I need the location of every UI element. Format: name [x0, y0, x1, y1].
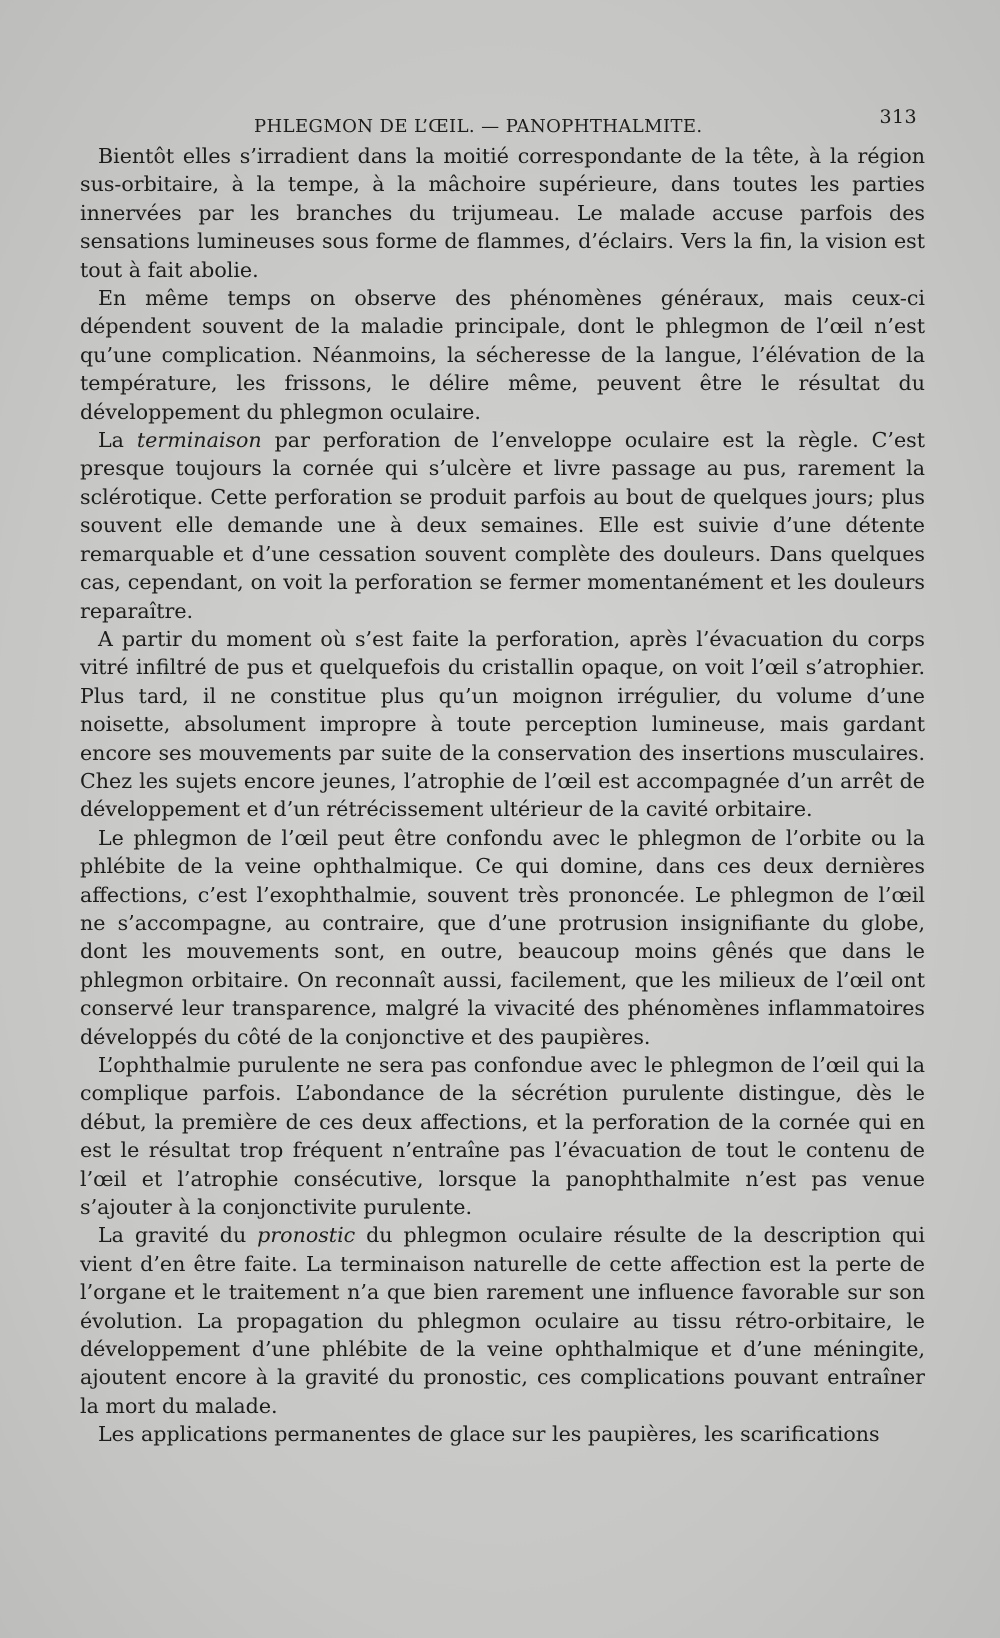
body-text [80, 142, 925, 1449]
page-number: 313 [879, 106, 917, 128]
running-head [80, 100, 925, 137]
paragraph-termination-post: par perforation de l’enveloppe oculaire est la règle. C’est presque toujours la cornée qui s’ulcère et livre passage au pus, rarement la sclérotique. Cette perforation se produit parfois au bout de quelques jours; plus souvent elle demande une à deux semaines. Elle est suivie d’une détente remarquable et d’une cessation souvent complète des douleurs. Dans quelques cas, cependant, on voit la perforation se fermer momentanément et les douleurs reparaître. [80, 428, 926, 623]
paragraph-general-phenomena: En même temps on observe des phénomènes généraux, mais ceux-ci dépendent souvent de la maladie principale, dont le phlegmon de l’œil n’est qu’une complication. Néanmoins, la sécheresse de la langue, l’élévation de la température, les frissons, le délire même, peuvent être le résultat du développement du phlegmon oculaire. [80, 286, 925, 424]
paragraph-termination-pre: La [98, 428, 137, 453]
running-title: PHLEGMON DE L’ŒIL. — PANOPHTHALMITE. [254, 116, 703, 137]
paragraph-atrophy: A partir du moment où s’est faite la perforation, après l’évacuation du corps vitré infiltré de pus et quelquefois du cristallin opaque, on voit l’œil s’atrophier. Plus tard, il ne constitue plus qu’un moignon irrégulier, du volume d’une noisette, absolument impropre à toute perception lumineuse, mais gardant encore ses mouvements par suite de la conservation des insertions musculaires. Chez les sujets encore jeunes, l’atrophie de l’œil est accompagnée d’un arrêt de développement et d’un rétrécissement ultérieur de la cavité orbitaire. [80, 626, 925, 822]
paragraph-termination [80, 426, 925, 625]
paragraph-differential-ophthalmia: L’ophthalmie purulente ne sera pas confondue avec le phlegmon de l’œil qui la complique parfois. L’abondance de la sécrétion purulente distingue, dès le début, la première de ces deux affections, et la perforation de la cornée qui en est le résultat trop fréquent n’entraîne pas l’évacuation de tout le contenu de l’œil et l’atrophie consécutive, lorsque la panophthalmite n’est pas venue s’ajouter à la conjonctivite purulente. [80, 1053, 925, 1220]
paragraph-treatment: Les applications permanentes de glace sur les paupières, les scarifications [98, 1422, 880, 1447]
paragraph-prognosis [80, 1221, 925, 1420]
paragraph-differential-orbit: Le phlegmon de l’œil peut être confondu avec le phlegmon de l’orbite ou la phlébite de la veine ophthalmique. Ce qui domine, dans ces deux dernières affections, c’est l’exophthalmie, souvent très prononcée. Le phlegmon de l’œil ne s’accompagne, au contraire, que d’une protrusion insignifiante du globe, dont les mouvements sont, en outre, beaucoup moins gênés que dans le phlegmon orbitaire. On reconnaît aussi, facilement, que les milieux de l’œil ont conservé leur transparence, malgré la vivacité des phénomènes inflammatoires développés du côté de la conjonctive et des paupières. [80, 825, 925, 1049]
term-pronostic: pronostic [257, 1223, 356, 1248]
book-page [80, 100, 925, 1449]
term-terminaison: terminaison [136, 428, 262, 453]
paragraph-symptoms: Bientôt elles s’irradient dans la moitié correspondante de la tête, à la région sus-orbitaire, à la tempe, à la mâchoire supérieure, dans toutes les parties innervées par les branches du trijumeau. Le malade accuse parfois des sensations lumineuses sous forme de flammes, d’éclairs. Vers la fin, la vision est tout à fait abolie. [80, 144, 925, 282]
paragraph-prognosis-post: du phlegmon oculaire résulte de la description qui vient d’en être faite. La terminaison naturelle de cette affection est la perte de l’organe et le traitement n’a que bien rarement une influence favorable sur son évolution. La propagation du phlegmon oculaire au tissu rétro-orbitaire, le développement d’une phlébite de la veine ophthalmique et d’une méningite, ajoutent encore à la gravité du pronostic, ces complications pouvant entraîner la mort du malade. [80, 1223, 926, 1418]
paragraph-prognosis-pre: La gravité du [98, 1223, 258, 1248]
